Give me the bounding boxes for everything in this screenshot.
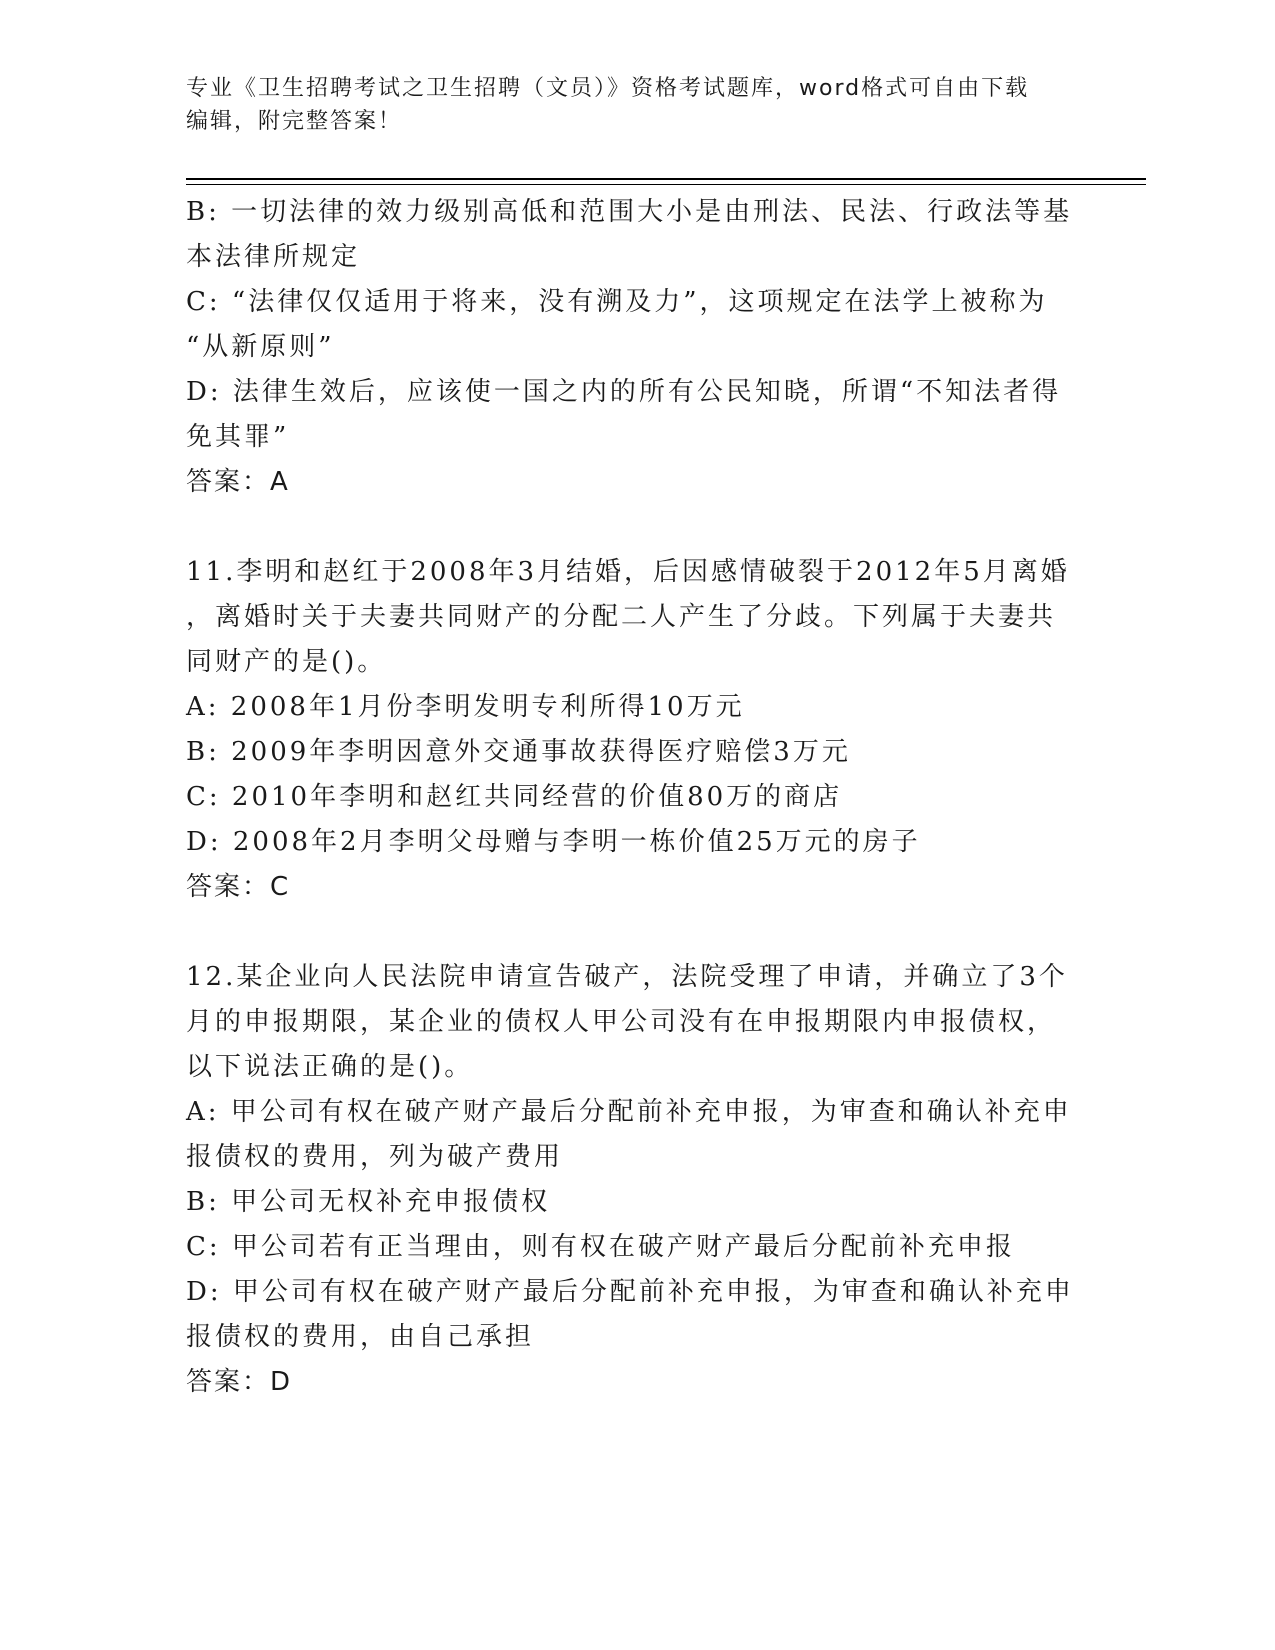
answer-12: 答案：D bbox=[186, 1367, 293, 1397]
option-b: B: 2009年李明因意外交通事故获得医疗赔偿3万元 bbox=[186, 737, 851, 767]
question-11-line-3: 同财产的是()。 bbox=[186, 647, 387, 677]
answer-10: 答案：A bbox=[186, 467, 290, 497]
option-a-line-2: 报债权的费用，列为破产费用 bbox=[186, 1142, 564, 1172]
header-divider-thin bbox=[186, 184, 1146, 185]
question-11 bbox=[186, 550, 1070, 910]
document-header bbox=[186, 72, 1086, 138]
option-b-line-2: 本法律所规定 bbox=[186, 242, 361, 272]
question-12 bbox=[186, 955, 1074, 1405]
option-c-line-1: C: “法律仅仅适用于将来，没有溯及力”，这项规定在法学上被称为 bbox=[186, 287, 1048, 317]
document-body bbox=[186, 190, 1074, 1405]
option-d-line-1: D: 甲公司有权在破产财产最后分配前补充申报，为审查和确认补充申 bbox=[186, 1277, 1074, 1307]
option-b-line-1: B: 一切法律的效力级别高低和范围大小是由刑法、民法、行政法等基 bbox=[186, 197, 1073, 227]
question-11-line-2: ，离婚时关于夫妻共同财产的分配二人产生了分歧。下列属于夫妻共 bbox=[186, 602, 1057, 632]
question-12-line-1: 12.某企业向人民法院申请宣告破产，法院受理了申请，并确立了3个 bbox=[186, 962, 1068, 992]
question-10-options bbox=[186, 190, 1073, 505]
option-c-line-2: “从新原则” bbox=[186, 332, 335, 362]
header-line-1: 专业《卫生招聘考试之卫生招聘（文员）》资格考试题库，word格式可自由下载 bbox=[186, 76, 1030, 101]
spacer bbox=[186, 910, 1066, 955]
option-c: C: 2010年李明和赵红共同经营的价值80万的商店 bbox=[186, 782, 843, 812]
option-d: D: 2008年2月李明父母赠与李明一栋价值25万元的房子 bbox=[186, 827, 921, 857]
question-12-line-2: 月的申报期限，某企业的债权人甲公司没有在申报期限内申报债权， bbox=[186, 1007, 1057, 1037]
option-d-line-2: 免其罪” bbox=[186, 422, 290, 452]
question-11-line-1: 11.李明和赵红于2008年3月结婚，后因感情破裂于2012年5月离婚 bbox=[186, 557, 1070, 587]
option-b: B: 甲公司无权补充申报债权 bbox=[186, 1187, 551, 1217]
question-12-line-3: 以下说法正确的是()。 bbox=[186, 1052, 474, 1082]
header-divider bbox=[186, 178, 1146, 180]
option-d-line-1: D: 法律生效后，应该使一国之内的所有公民知晓，所谓“不知法者得 bbox=[186, 377, 1062, 407]
option-d-line-2: 报债权的费用，由自己承担 bbox=[186, 1322, 535, 1352]
option-c: C: 甲公司若有正当理由，则有权在破产财产最后分配前补充申报 bbox=[186, 1232, 1015, 1262]
header-line-2: 编辑，附完整答案！ bbox=[186, 109, 403, 134]
answer-11: 答案：C bbox=[186, 872, 291, 902]
option-a: A: 2008年1月份李明发明专利所得10万元 bbox=[186, 692, 745, 722]
spacer bbox=[186, 505, 1066, 550]
option-a-line-1: A: 甲公司有权在破产财产最后分配前补充申报，为审查和确认补充申 bbox=[186, 1097, 1072, 1127]
